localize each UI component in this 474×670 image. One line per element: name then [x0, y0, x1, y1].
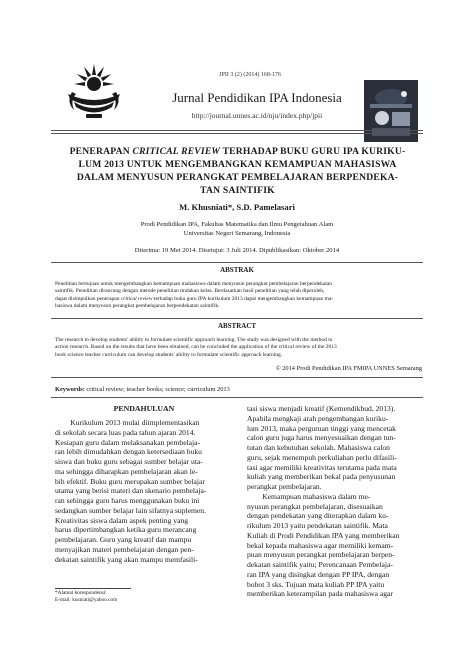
body-line: di sekolah secara luas pada tahun ajaran 2014.: [55, 427, 196, 437]
body-line: ran lebih dimudahkan dengan ketersediaan buku: [55, 447, 202, 457]
title-segment: TAN SAINTIFIK: [200, 185, 275, 196]
body-line: dekatan saintifik yang akan mampu memfasili-: [55, 554, 198, 564]
abstrak-line: [55, 288, 420, 295]
body-line: Kesiapan guru dalam melaksanakan pembelaja-: [55, 437, 201, 447]
body-line: harus dipertimbangkan ketika guru merancang: [55, 525, 197, 535]
abstrak-body: [55, 281, 420, 311]
abstrak-line: [55, 303, 420, 310]
title-line: [60, 145, 415, 158]
article-authors: M. Khusniati*, S.D. Pamelasari: [179, 202, 295, 212]
body-line: Kreativitas siswa dalam aspek penting yang: [55, 515, 189, 525]
unnes-sun-emblem-logo: [64, 62, 124, 124]
abstrak-segment: saintifik. Penelitian dirancang dengan metode penelitian tindakan kelas. Berdasarkan hasil penelitian yang telah diperoleh,: [55, 288, 325, 295]
abstract-heading: ABSTRACT: [217, 322, 257, 330]
abstrak-segment: terhadap buku guru IPA kurikulum 2013 dapat mengembangkan kemampuan ma-: [152, 295, 334, 302]
body-line: tutan dan kebutuhan sekolah. Mahasiswa calon: [247, 443, 390, 452]
abstract-line: book science teacher curriculum can develop students' ability to formulate scientific approach learning.: [55, 351, 283, 358]
body-line: memberikan keterampilan pada mahasiswa agar: [247, 589, 393, 599]
title-line: [60, 171, 415, 184]
abstract-body: [55, 337, 420, 359]
journal-issue: JPII 3 (2) (2014) 168-176: [219, 72, 281, 78]
header-divider: [51, 130, 423, 131]
section-heading-pendahuluan: PENDAHULUAN: [113, 404, 175, 413]
body-line: bih efektif. Buku guru merupakan sumber belajar: [55, 476, 205, 486]
body-line: Kemampuan mahasiswa dalam me-: [247, 491, 371, 501]
keywords-bottom-rule: [51, 397, 423, 398]
body-line: perangkat pembelajaran.: [247, 482, 322, 491]
title-line: [60, 158, 415, 171]
body-line: lum 2013, maka perguruan tinggi yang mencetak: [247, 423, 396, 433]
body-line: calon guru juga harus menyesuaikan dengan tun-: [247, 433, 396, 443]
keywords-label: Keywords:: [55, 386, 85, 393]
journal-url[interactable]: http://journal.unnes.ac.id/nju/index.php/jpii: [191, 111, 323, 120]
abstrak-top-rule: [51, 262, 423, 263]
keywords: [55, 386, 425, 393]
body-line: siswa dan buku guru sebagai sumber belajar uta-: [55, 457, 203, 466]
body-line: rikulum 2013 yaitu pendekatan saintifik. Mata: [247, 521, 388, 530]
footnote: [55, 590, 233, 604]
abstrak-segment: dapat disimpulkan penerapan: [55, 295, 121, 302]
header-divider-secondary: [51, 133, 423, 134]
article-dates: Diterima: 19 Mei 2014. Disetujui: 3 Juli 2014. Dipublikasikan: Oktober 2014: [134, 247, 340, 254]
body-line: Kurikulum 2013 mulai diimplementasikan: [55, 418, 200, 427]
body-line: Kuliah di Prodi Pendidikan IPA yang memberikan: [247, 530, 400, 540]
body-line: dengan pendekatan yang diterapkan dalam ku-: [247, 511, 389, 521]
body-line: ran IPA yang disingkat dengan PP IPA, dengan: [247, 569, 390, 579]
body-line: ma sehingga diharapkan pembelajaran akan le-: [55, 466, 198, 476]
journal-title: Jurnal Pendidikan IPA Indonesia: [172, 90, 342, 105]
body-column-right: [247, 404, 423, 599]
affiliation-line: Universitas Negeri Semarang, Indonesia: [183, 230, 291, 237]
author-affiliation: [80, 220, 394, 238]
body-column-left: [55, 418, 233, 564]
title-segment: LUM 2013 UNTUK MENGEMBANGKAN KEMAMPUAN MAHASISWA: [78, 159, 397, 170]
abstract-line: The research to develop students' ability to formulate scientific approach learning. The study was designed with the method to: [55, 337, 333, 343]
article-title: [60, 145, 415, 197]
abstrak-line: [55, 296, 420, 303]
title-segment: TERHADAP BUKU GURU IPA KURIKU-: [220, 146, 406, 157]
footnote-line: *Alamat korespondensi:: [55, 590, 107, 596]
body-line: nyusun perangkat pembelajaran, disesuaikan: [247, 501, 383, 511]
abstrak-line: [55, 281, 420, 288]
footnote-line: E-mail: kusniati@yahoo.com: [55, 597, 118, 603]
body-line: guru, sejak menempuh perkuliahan perlu difasili-: [247, 452, 397, 462]
body-line: sedangkan sumber belajar lain sifatnya suplemen.: [55, 505, 206, 515]
abstract-line: action research. Based on the results that have been obtained, can be concluded the application of the critical review of the 2013: [55, 344, 337, 351]
abstrak-segment: hasiswa dalam menyusun perangkat pembelajaran berpendekatan saintifik.: [55, 303, 220, 310]
body-line: bobot 3 sks. Tujuan mata kuliah PP IPA yaitu: [247, 579, 385, 589]
body-line: tasi siswa menjadi kreatif (Kemendikbud, 2013).: [247, 404, 396, 413]
body-line: pembelajaran. Guru yang kreatif dan mampu: [55, 535, 192, 544]
body-line: Apabila mengkaji arah pengembangan kuriku-: [247, 413, 389, 423]
body-line: tasi agar memiliki kreativitas terutama pada mata: [247, 462, 397, 472]
abstrak-segment: critical review: [120, 295, 153, 302]
title-line: [60, 184, 415, 197]
body-line: utama yang berisi materi dan skenario pembelaja-: [55, 486, 207, 496]
body-line: puan menyusun perangkat pembelajaran berpen-: [247, 550, 395, 560]
title-segment: DALAM MENYUSUN PERANGKAT PEMBELAJARAN BERPENDEKA-: [76, 172, 399, 183]
title-segment: PENERAPAN: [69, 146, 133, 157]
abstrak-heading: ABSTRAK: [220, 266, 254, 274]
body-line: ran sehingga guru harus menggunakan buku ini: [55, 496, 200, 505]
affiliation-line: Prodi Pendidikan IPA, Fakultas Matematika dan Ilmu Pengetahuan Alam: [140, 221, 334, 228]
body-line: bekal kepada mahasiswa agar memiliki kemam-: [247, 540, 394, 550]
body-line: menyajikan materi pembelajaran dengan pen-: [55, 544, 194, 554]
body-line: kuliah yang memberikan bekal pada penyusunan: [247, 472, 396, 482]
body-line: dekatan saintifik yaitu; Perencanaan Pembelaja-: [247, 560, 393, 569]
keywords-text: critical review; teacher books; science; curriculum 2013: [84, 386, 230, 393]
copyright-notice: © 2014 Prodi Pendidikan IPA FMIPA UNNES Semarang: [275, 365, 422, 372]
abstrak-segment: Penelitian bertujuan untuk mengembangkan kemampuan mahasiswa dalam menyusun perangkat pembelajaran berpendekatan: [55, 281, 333, 287]
title-segment: CRITICAL REVIEW: [132, 146, 221, 157]
abstract-top-rule: [51, 318, 423, 319]
footnote-rule: [55, 588, 131, 589]
keywords-top-rule: [51, 377, 423, 378]
